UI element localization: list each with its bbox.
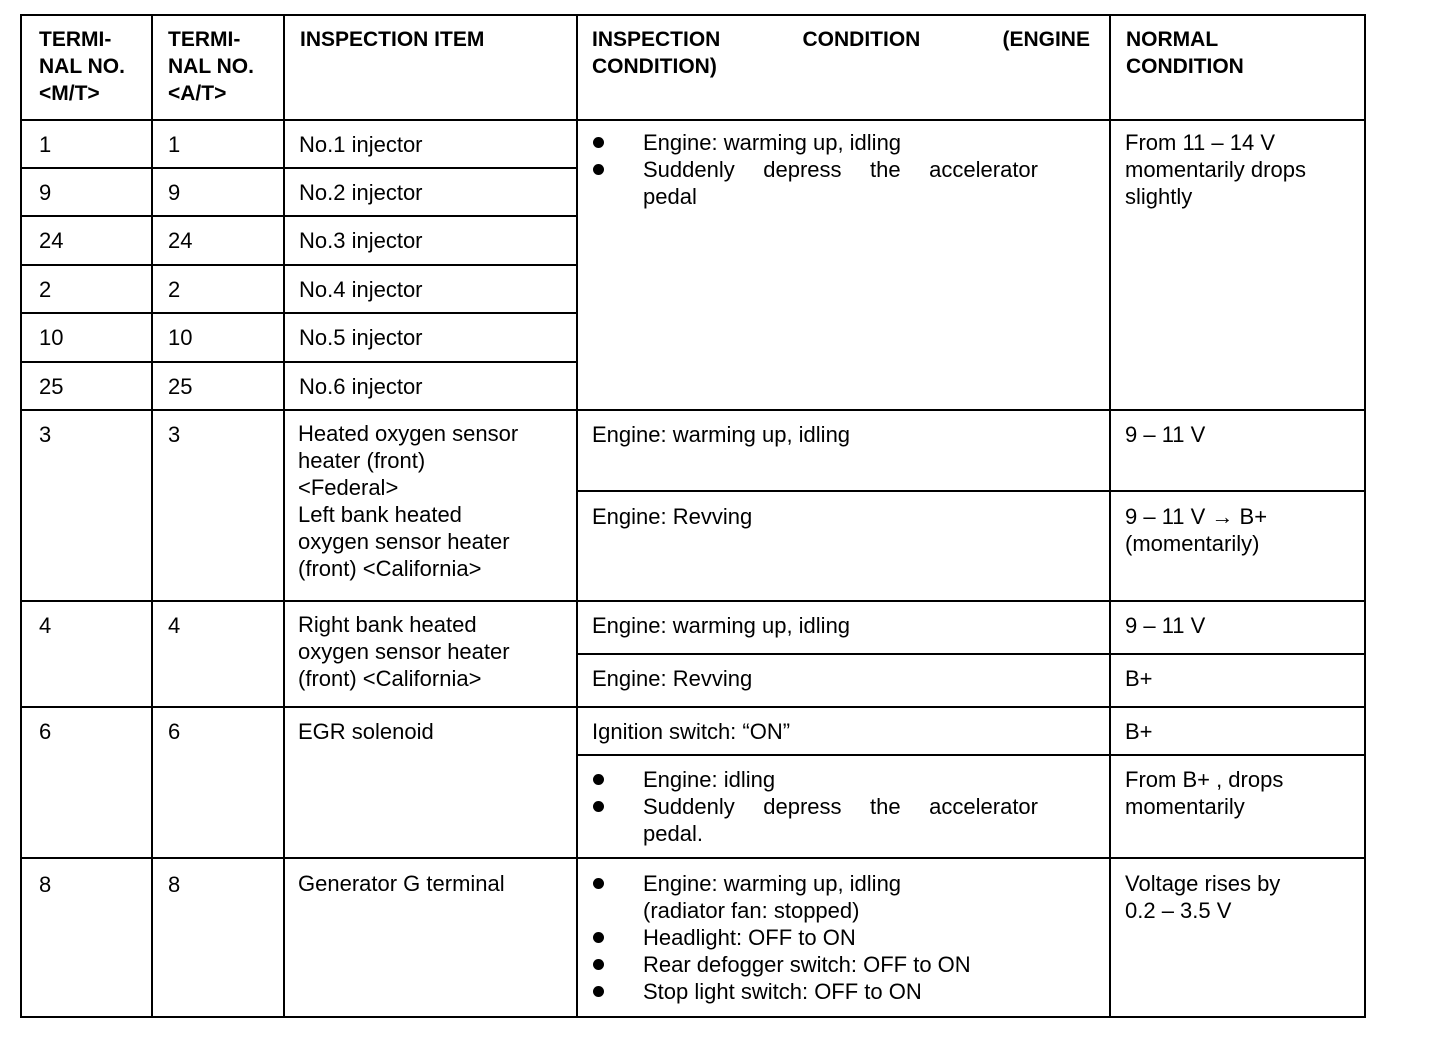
- normal-condition-cell: B+: [1125, 719, 1153, 744]
- terminal-mt-cell: 1: [39, 132, 52, 157]
- terminal-mt-cell: 10: [39, 325, 64, 350]
- table-border-right: [1364, 14, 1366, 1018]
- inspection-item-cell: Right bank heated oxygen sensor heater (front) <California>: [298, 612, 510, 691]
- bullet-icon: [593, 986, 604, 997]
- terminal-mt-cell: 25: [39, 374, 64, 399]
- terminal-at-cell: 8: [168, 872, 181, 897]
- inspection-item-cell: Heated oxygen sensor heater (front) <Federal> Left bank heated oxygen sensor heater (front) <California>: [298, 421, 519, 581]
- table-border-bottom: [20, 1016, 1366, 1018]
- terminal-at-cell: 6: [168, 719, 181, 744]
- bullet-icon: [593, 774, 604, 785]
- inspection-condition-cell: Engine: Revving: [592, 504, 753, 529]
- inspection-condition-cell: Engine: warming up, idling: [592, 422, 851, 447]
- bullet-icon: [593, 801, 604, 812]
- inspection-condition-cell: Engine: warming up, idling: [592, 613, 851, 638]
- bullet-icon: [593, 164, 604, 175]
- terminal-at-cell: 4: [168, 613, 181, 638]
- injector-condition-list: [593, 129, 1038, 210]
- list-item: Headlight: OFF to ON: [593, 924, 1045, 951]
- normal-condition-cell: 9 – 11 V: [1125, 613, 1206, 638]
- terminal-mt-cell: 6: [39, 719, 52, 744]
- row-divider: [20, 706, 1366, 708]
- table-border-left: [20, 14, 22, 1018]
- inspection-condition-cell: Ignition switch: “ON”: [592, 719, 791, 744]
- row-divider: [20, 264, 577, 266]
- terminal-at-cell: 10: [168, 325, 193, 350]
- row-divider: [20, 857, 1366, 859]
- terminal-at-cell: 9: [168, 180, 181, 205]
- terminal-mt-cell: 4: [39, 613, 52, 638]
- list-item: Engine: warming up, idling: [593, 129, 1038, 156]
- normal-condition-cell: B+: [1125, 666, 1153, 691]
- generator-condition-list: [593, 870, 1045, 1005]
- terminal-mt-cell: 9: [39, 180, 52, 205]
- normal-condition-cell: 9 – 11 V → B+ (momentarily): [1125, 504, 1268, 556]
- bullet-icon: [593, 137, 604, 148]
- list-item: Stop light switch: OFF to ON: [593, 978, 1045, 1005]
- inspection-item-cell: No.2 injector: [299, 180, 423, 205]
- bullet-icon: [593, 878, 604, 889]
- header-terminal-mt: TERMI- NAL NO. <M/T>: [39, 28, 125, 105]
- inspection-item-cell: No.4 injector: [299, 277, 423, 302]
- terminal-at-cell: 2: [168, 277, 181, 302]
- row-divider: [20, 361, 577, 363]
- inspection-item-cell: No.5 injector: [299, 325, 423, 350]
- column-divider: [151, 14, 153, 1018]
- terminal-mt-cell: 24: [39, 228, 64, 253]
- row-divider: [20, 215, 577, 217]
- header-normal-condition: NORMAL CONDITION: [1126, 28, 1244, 78]
- row-divider: [20, 600, 1366, 602]
- list-item: Engine: idling: [593, 766, 1038, 793]
- list-item: Suddenly depress the accelerator: [593, 793, 1038, 820]
- normal-condition-cell: From 11 – 14 V momentarily drops slightly: [1125, 130, 1306, 209]
- terminal-mt-cell: 2: [39, 277, 52, 302]
- column-divider: [1109, 14, 1111, 1018]
- normal-condition-cell: Voltage rises by 0.2 – 3.5 V: [1125, 871, 1281, 923]
- table-border-top: [20, 14, 1366, 16]
- egr-condition-list: [593, 766, 1038, 847]
- normal-condition-cell: 9 – 11 V: [1125, 422, 1206, 447]
- header-divider: [20, 119, 1366, 121]
- column-divider: [283, 14, 285, 1018]
- inspection-item-cell: Generator G terminal: [298, 871, 505, 896]
- list-item-continuation: pedal.: [643, 821, 703, 846]
- normal-condition-cell: From B+ , drops momentarily: [1125, 767, 1284, 819]
- inspection-item-cell: No.1 injector: [299, 132, 423, 157]
- header-terminal-at: TERMI- NAL NO. <A/T>: [168, 28, 254, 105]
- inspection-condition-cell: Engine: Revving: [592, 666, 753, 691]
- row-divider: [20, 167, 577, 169]
- terminal-at-cell: 1: [168, 132, 181, 157]
- row-divider: [20, 409, 1366, 411]
- header-inspection-item: INSPECTION ITEM: [300, 28, 485, 51]
- row-divider: [576, 653, 1366, 655]
- terminal-at-cell: 24: [168, 228, 193, 253]
- inspection-item-cell: No.6 injector: [299, 374, 423, 399]
- terminal-mt-cell: 3: [39, 422, 52, 447]
- list-item-continuation: (radiator fan: stopped): [643, 898, 860, 923]
- bullet-icon: [593, 959, 604, 970]
- row-divider: [576, 754, 1366, 756]
- row-divider: [20, 312, 577, 314]
- terminal-at-cell: 25: [168, 374, 193, 399]
- terminal-mt-cell: 8: [39, 872, 52, 897]
- list-item-continuation: pedal: [643, 184, 697, 209]
- terminal-at-cell: 3: [168, 422, 181, 447]
- inspection-table: [20, 14, 1366, 1018]
- list-item: Rear defogger switch: OFF to ON: [593, 951, 1045, 978]
- list-item: Suddenly depress the accelerator: [593, 156, 1038, 183]
- bullet-icon: [593, 932, 604, 943]
- inspection-item-cell: No.3 injector: [299, 228, 423, 253]
- inspection-item-cell: EGR solenoid: [298, 719, 434, 744]
- header-inspection-condition: INSPECTION CONDITION (ENGINE CONDITION): [592, 28, 1090, 78]
- list-item: Engine: warming up, idling: [593, 870, 1045, 897]
- row-divider: [576, 490, 1366, 492]
- column-divider: [576, 14, 578, 1018]
